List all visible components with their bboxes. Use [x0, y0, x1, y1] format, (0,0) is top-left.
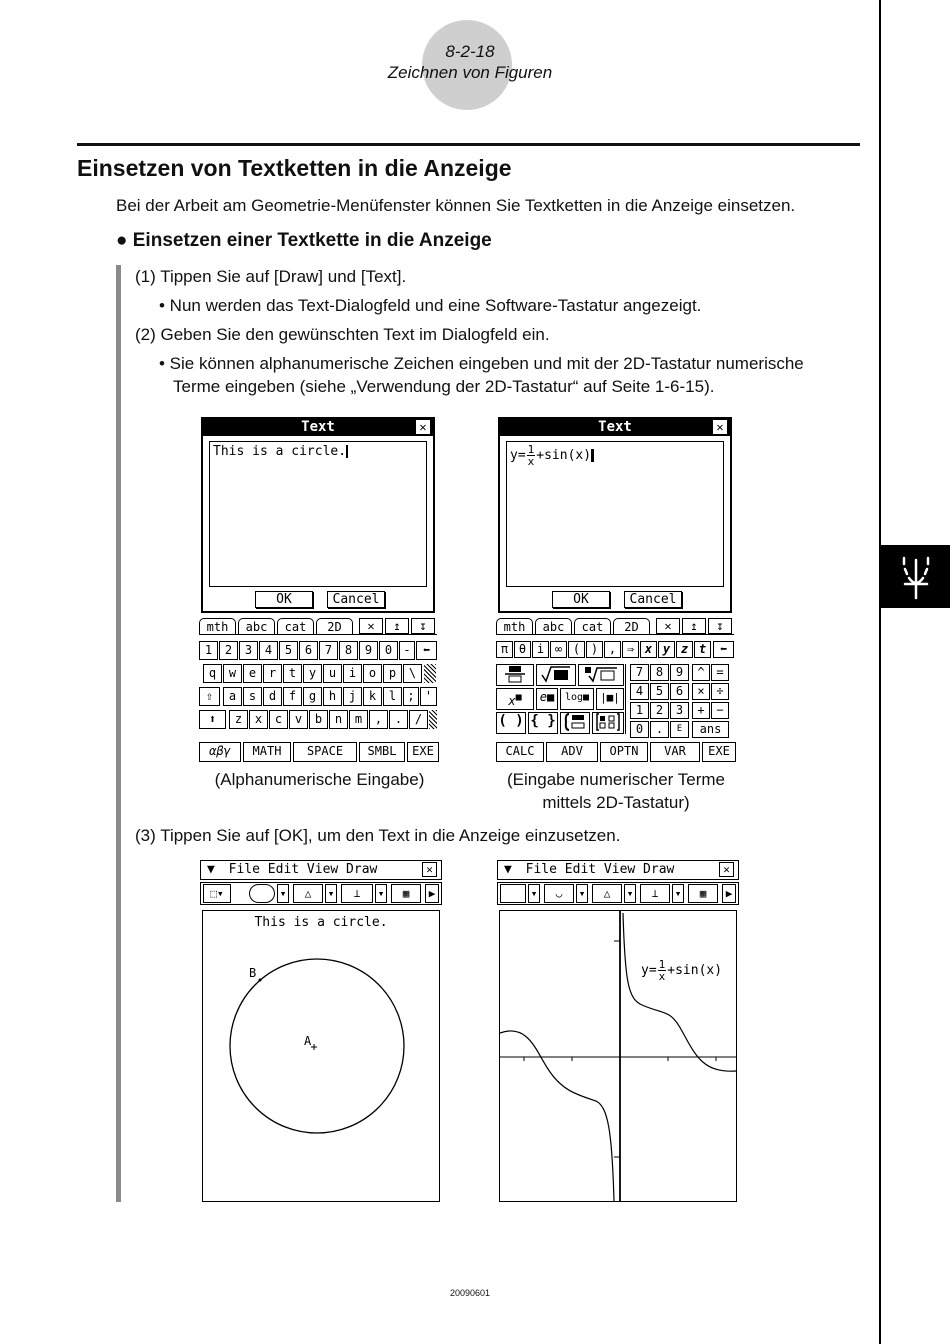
key-y[interactable]: y: [303, 664, 322, 683]
label-fraction: [658, 959, 667, 982]
key-equals[interactable]: =: [711, 664, 729, 681]
clear-icon[interactable]: ✕: [359, 618, 383, 634]
key-s[interactable]: s: [243, 687, 262, 706]
menu-items[interactable]: File Edit View Draw: [525, 862, 675, 877]
key-j[interactable]: j: [343, 687, 362, 706]
key-w[interactable]: w: [223, 664, 242, 683]
key-1[interactable]: 1: [199, 641, 218, 660]
key-3[interactable]: 3: [670, 702, 689, 719]
tab-mth[interactable]: mth: [199, 618, 236, 635]
point-label-b: B: [249, 966, 257, 980]
label-numerator: 1: [658, 958, 666, 971]
tab-mth[interactable]: mth: [496, 618, 533, 635]
step-1: (1) Tippen Sie auf [Draw] und [Text].: [135, 267, 407, 286]
menu-down-icon[interactable]: ▼: [207, 862, 215, 877]
key-e[interactable]: e: [243, 664, 262, 683]
log-template-key[interactable]: log■: [560, 688, 594, 710]
chapter-tab: [881, 545, 950, 608]
key-6[interactable]: 6: [670, 683, 689, 700]
close-icon[interactable]: ✕: [719, 862, 734, 877]
toolbar: [200, 882, 442, 905]
cancel-button[interactable]: Cancel: [327, 591, 385, 608]
key-z[interactable]: z: [676, 641, 693, 658]
key-n[interactable]: n: [329, 710, 348, 729]
key-d[interactable]: d: [263, 687, 282, 706]
key-pi[interactable]: π: [496, 641, 513, 658]
key-minus[interactable]: −: [711, 702, 729, 719]
step-2-bullet-line2: Terme eingeben (siehe „Verwendung der 2D-Tastatur“ auf Seite 1-6-15).: [173, 377, 715, 396]
key-2[interactable]: 2: [650, 702, 669, 719]
key-power[interactable]: ^: [692, 664, 710, 681]
key-7[interactable]: 7: [630, 664, 649, 681]
key-u[interactable]: u: [323, 664, 342, 683]
perpendicular-tool-icon[interactable]: ⊥: [341, 884, 373, 903]
key-x[interactable]: x: [249, 710, 268, 729]
space-key[interactable]: SPACE: [293, 742, 357, 762]
fraction-denominator: x: [527, 455, 535, 468]
inserted-text: This is a circle.: [254, 915, 388, 930]
key-open-paren[interactable]: (: [568, 641, 585, 658]
key-slash[interactable]: /: [409, 710, 428, 729]
key-implies[interactable]: ⇒: [622, 641, 639, 658]
key-o[interactable]: o: [363, 664, 382, 683]
tab-2d-active[interactable]: 2D: [613, 618, 650, 635]
key-5[interactable]: 5: [279, 641, 298, 660]
exe-key[interactable]: EXE: [407, 742, 439, 762]
curve-tool-icon[interactable]: ◡: [544, 884, 574, 903]
label-prefix: y=: [641, 963, 657, 978]
key-i[interactable]: i: [532, 641, 549, 658]
tab-abc[interactable]: abc: [238, 618, 275, 635]
triangle-tool-icon[interactable]: △: [592, 884, 622, 903]
dropdown-icon[interactable]: ▾: [624, 884, 636, 903]
sqrt-template-key[interactable]: [536, 664, 576, 686]
section-title: Einsetzen von Textketten in die Anzeige: [77, 155, 512, 181]
perpendicular-tool-icon[interactable]: ⊥: [640, 884, 670, 903]
key-plus[interactable]: +: [692, 702, 710, 719]
circle-tool-icon[interactable]: ⊙: [249, 884, 275, 903]
tab-abc[interactable]: abc: [535, 618, 572, 635]
key-4[interactable]: 4: [259, 641, 278, 660]
graph-canvas[interactable]: [499, 910, 737, 1202]
footer-code: 20090601: [449, 1288, 491, 1298]
key-minus[interactable]: -: [399, 641, 415, 660]
subsection-title: ● Einsetzen einer Textkette in die Anzeige: [116, 230, 492, 251]
menu-items[interactable]: File Edit View Draw: [228, 862, 378, 877]
key-exponent[interactable]: E: [670, 721, 689, 738]
keypad-divider: [625, 664, 626, 734]
key-9[interactable]: 9: [670, 664, 689, 681]
dropdown-icon[interactable]: ▾: [672, 884, 684, 903]
sqrt-template-icon: [540, 665, 572, 683]
caps-icon[interactable]: ⇪: [199, 687, 220, 706]
key-backslash[interactable]: \: [403, 664, 422, 683]
right-margin-rule: [879, 0, 881, 1344]
system-template-icon: [563, 713, 587, 731]
symbol-key[interactable]: SMBL: [359, 742, 405, 762]
menu-down-icon[interactable]: ▼: [504, 862, 512, 877]
key-z[interactable]: z: [229, 710, 248, 729]
key-t[interactable]: t: [283, 664, 302, 683]
tab-2d[interactable]: 2D: [316, 618, 353, 635]
key-6[interactable]: 6: [299, 641, 318, 660]
function-graph: [500, 911, 736, 1201]
brace-template-key[interactable]: { }: [528, 712, 558, 734]
triangle-tool-icon[interactable]: △: [293, 884, 323, 903]
math-key[interactable]: MATH: [243, 742, 291, 762]
key-decimal[interactable]: .: [650, 721, 669, 738]
toolbar: [497, 882, 739, 905]
select-tool-icon[interactable]: ⬚: [500, 884, 526, 903]
key-a[interactable]: a: [223, 687, 242, 706]
tab-cat[interactable]: cat: [574, 618, 611, 635]
key-divide[interactable]: ÷: [711, 683, 729, 700]
optn-key[interactable]: OPTN: [600, 742, 648, 762]
screen-geometry: [200, 860, 442, 1202]
expr-suffix: +sin(x): [536, 448, 592, 463]
greek-key[interactable]: αβγ: [199, 742, 241, 762]
exp-template-key[interactable]: e■: [536, 688, 558, 710]
step-2-bullet-line1: • Sie können alphanumerische Zeichen eingeben und mit der 2D-Tastatur numerische: [159, 354, 804, 373]
backspace-icon[interactable]: ⬅: [416, 641, 437, 660]
graph-label: [641, 959, 722, 982]
text-input[interactable]: This is a circle.: [209, 441, 427, 587]
system-template-key[interactable]: [560, 712, 590, 734]
step-1-bullet: • Nun werden das Text-Dialogfeld und eine Software-Tastatur angezeigt.: [159, 296, 702, 315]
key-y[interactable]: y: [658, 641, 675, 658]
key-ans[interactable]: ans: [692, 721, 729, 738]
clear-icon[interactable]: ✕: [656, 618, 680, 634]
ok-button[interactable]: OK: [552, 591, 610, 608]
key-comma[interactable]: ,: [604, 641, 621, 658]
key-p[interactable]: p: [383, 664, 402, 683]
dialog-title: Text: [203, 419, 433, 436]
point-label-a: A: [304, 1034, 312, 1048]
key-q[interactable]: q: [203, 664, 222, 683]
exe-key[interactable]: EXE: [702, 742, 736, 762]
section-rule: [77, 143, 860, 146]
caption-alpha: (Alphanumerische Eingabe): [214, 770, 425, 789]
menu-bar: [200, 860, 442, 880]
step-3: (3) Tippen Sie auf [OK], um den Text in die Anzeige einzusetzen.: [135, 826, 621, 845]
grid-tool-icon[interactable]: ▦: [391, 884, 421, 903]
select-tool-icon[interactable]: ⬚▾: [203, 884, 231, 903]
dropdown-icon[interactable]: ▾: [325, 884, 337, 903]
label-denominator: x: [658, 970, 666, 983]
power-template-key[interactable]: x■: [496, 688, 534, 710]
step-2: (2) Geben Sie den gewünschten Text im Dialogfeld ein.: [135, 325, 550, 344]
caption-2d-line1: (Eingabe numerischer Terme: [507, 770, 725, 789]
up-icon[interactable]: ↥: [682, 618, 706, 634]
paren-template-key[interactable]: ( ): [496, 712, 526, 734]
key-h[interactable]: h: [323, 687, 342, 706]
tab-divider: [496, 634, 734, 635]
fraction-template-key[interactable]: [496, 664, 534, 686]
caption-2d-line2: mittels 2D-Tastatur): [542, 793, 690, 812]
key-b[interactable]: b: [309, 710, 328, 729]
grid-tool-icon[interactable]: ▦: [688, 884, 718, 903]
key-apostrophe[interactable]: ': [420, 687, 437, 706]
text-dialog: [201, 417, 435, 613]
key-infinity[interactable]: ∞: [550, 641, 567, 658]
nth-root-template-key[interactable]: [578, 664, 624, 686]
key-v[interactable]: v: [289, 710, 308, 729]
key-c[interactable]: c: [269, 710, 288, 729]
scroll-right-icon[interactable]: ▶: [722, 884, 736, 903]
dialog-title: Text: [500, 419, 730, 436]
fraction-template-icon: [501, 665, 529, 683]
key-2[interactable]: 2: [219, 641, 238, 660]
key-4[interactable]: 4: [630, 683, 649, 700]
key-multiply[interactable]: ×: [692, 683, 710, 700]
key-5[interactable]: 5: [650, 683, 669, 700]
text-input-2d[interactable]: [506, 441, 724, 587]
key-t[interactable]: t: [694, 641, 711, 658]
screen-2d-keyboard: [494, 417, 739, 765]
fraction-numerator: 1: [527, 443, 535, 456]
close-icon[interactable]: ✕: [713, 420, 727, 434]
dropdown-icon[interactable]: ▾: [277, 884, 289, 903]
ok-button[interactable]: OK: [255, 591, 313, 608]
dropdown-icon[interactable]: ▾: [375, 884, 387, 903]
key-theta[interactable]: θ: [514, 641, 531, 658]
screen-graph: [497, 860, 739, 1202]
page-header: [0, 0, 880, 110]
screen-alpha-keyboard: [197, 417, 442, 765]
text-dialog-2d: [498, 417, 732, 613]
backspace-icon[interactable]: ⬅: [713, 641, 734, 658]
page-number: 8-2-18: [445, 42, 495, 61]
key-comma[interactable]: ,: [369, 710, 388, 729]
key-m[interactable]: m: [349, 710, 368, 729]
matrix-template-icon: [595, 713, 621, 731]
close-icon[interactable]: ✕: [422, 862, 437, 877]
expr-prefix: y=: [510, 448, 526, 463]
key-0[interactable]: 0: [379, 641, 398, 660]
dropdown-icon[interactable]: ▾: [576, 884, 588, 903]
key-k[interactable]: k: [363, 687, 382, 706]
hatch-decoration: [429, 710, 437, 729]
nth-root-template-icon: [583, 665, 619, 683]
key-0[interactable]: 0: [630, 721, 649, 738]
key-g[interactable]: g: [303, 687, 322, 706]
key-8[interactable]: 8: [650, 664, 669, 681]
shift-icon[interactable]: ⬆: [199, 710, 226, 729]
up-icon[interactable]: ↥: [385, 618, 409, 634]
tab-cat[interactable]: cat: [277, 618, 314, 635]
key-7[interactable]: 7: [319, 641, 338, 660]
geometry-icon: [896, 554, 936, 600]
chapter-title: Zeichnen von Figuren: [387, 63, 553, 82]
adv-key[interactable]: ADV: [546, 742, 598, 762]
key-9[interactable]: 9: [359, 641, 378, 660]
key-semicolon[interactable]: ;: [403, 687, 419, 706]
key-close-paren[interactable]: ): [586, 641, 603, 658]
abs-template-key[interactable]: |■|: [596, 688, 624, 710]
down-icon[interactable]: ↧: [411, 618, 435, 634]
down-icon[interactable]: ↧: [708, 618, 732, 634]
key-f[interactable]: f: [283, 687, 302, 706]
key-x[interactable]: x: [640, 641, 657, 658]
hatch-decoration: [424, 664, 436, 683]
key-1[interactable]: 1: [630, 702, 649, 719]
key-period[interactable]: .: [389, 710, 408, 729]
circle-figure: [203, 911, 439, 1201]
key-l[interactable]: l: [383, 687, 402, 706]
tab-divider: [199, 634, 437, 635]
procedure-bar: [116, 265, 121, 1202]
cancel-button[interactable]: Cancel: [624, 591, 682, 608]
matrix-template-key[interactable]: [592, 712, 624, 734]
calc-key[interactable]: CALC: [496, 742, 544, 762]
var-key[interactable]: VAR: [650, 742, 700, 762]
key-i[interactable]: i: [343, 664, 362, 683]
key-8[interactable]: 8: [339, 641, 358, 660]
section-intro: Bei der Arbeit am Geometrie-Menüfenster können Sie Textketten in die Anzeige einsetzen.: [116, 196, 796, 215]
dropdown-icon[interactable]: ▾: [528, 884, 540, 903]
menu-bar: [497, 860, 739, 880]
label-suffix: +sin(x): [667, 963, 723, 978]
close-icon[interactable]: ✕: [416, 420, 430, 434]
key-3[interactable]: 3: [239, 641, 258, 660]
scroll-right-icon[interactable]: ▶: [425, 884, 439, 903]
geometry-canvas[interactable]: [202, 910, 440, 1202]
fraction: [527, 444, 536, 467]
key-r[interactable]: r: [263, 664, 282, 683]
text-cursor: [591, 449, 594, 462]
